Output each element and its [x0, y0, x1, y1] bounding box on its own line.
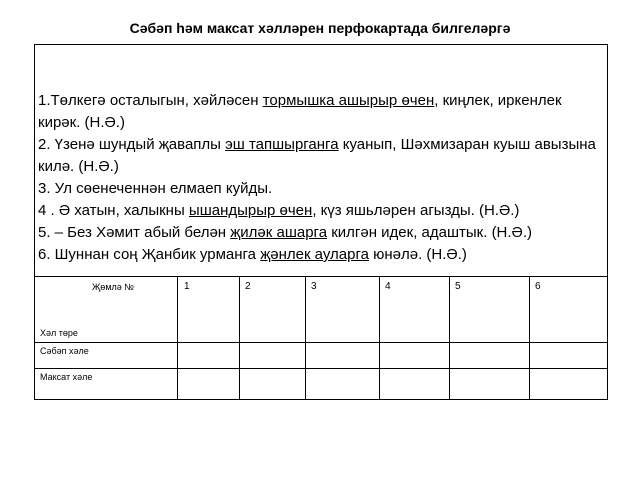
column-header-5: 5 [455, 281, 461, 292]
card-title: Сәбәп һәм максат хәлләрен перфокартада билгеләргә [129, 20, 511, 36]
grid-line [449, 276, 450, 400]
sentence-6: 6. Шуннан соң Җанбик урманга җәнлек ауларга юнәлә. (Н.Ә.) [38, 246, 467, 263]
underlined-phrase: җиләк ашарга [230, 224, 328, 241]
sentence-2: 2. Үзенә шундый җаваплы эш тапшырганга куанып, Шәхмизаран куыш авызына килә. (Н.Ә.) [38, 136, 596, 175]
underlined-phrase: җәнлек ауларга [260, 246, 369, 263]
grid-line [529, 276, 530, 400]
grid-line [305, 276, 306, 400]
underlined-phrase: тормышка ашырыр өчен [262, 92, 435, 109]
sentence-list [38, 90, 604, 266]
column-header-6: 6 [535, 281, 541, 292]
column-header-2: 2 [245, 281, 251, 292]
grid-line [379, 276, 380, 400]
row-header-purpose: Максат хәле [40, 372, 93, 382]
sentence-4: 4 . Ә хатын, халыкны ышандырыр өчен, күз яшьләрен агызды. (Н.Ә.) [38, 202, 520, 219]
corner-header-sentence-number: Җөмлә № [92, 282, 134, 292]
column-header-3: 3 [311, 281, 317, 292]
sentence-1: 1.Төлкегә осталыгын, хәйләсен тормышка ашырыр өчен, киңлек, иркенлек кирәк. (Н.Ә.) [38, 92, 562, 131]
corner-header-adverbial-type: Хәл төре [40, 328, 78, 338]
sentence-3: 3. Ул сөенеченнән елмаеп куйды. [38, 180, 273, 197]
column-header-4: 4 [385, 281, 391, 292]
grid-line [34, 342, 608, 343]
underlined-phrase: ышандырыр өчен [188, 202, 313, 219]
column-header-1: 1 [184, 281, 190, 292]
underlined-phrase: эш тапшырганга [225, 136, 339, 153]
sentence-5: 5. – Без Хәмит абый белән җиләк ашарга килгән идек, адаштык. (Н.Ә.) [38, 224, 533, 241]
grid-line [34, 276, 608, 277]
grid-line [239, 276, 240, 400]
grid-line [34, 368, 608, 369]
row-header-cause: Сәбәп хәле [40, 346, 89, 356]
grid-line [177, 276, 178, 400]
